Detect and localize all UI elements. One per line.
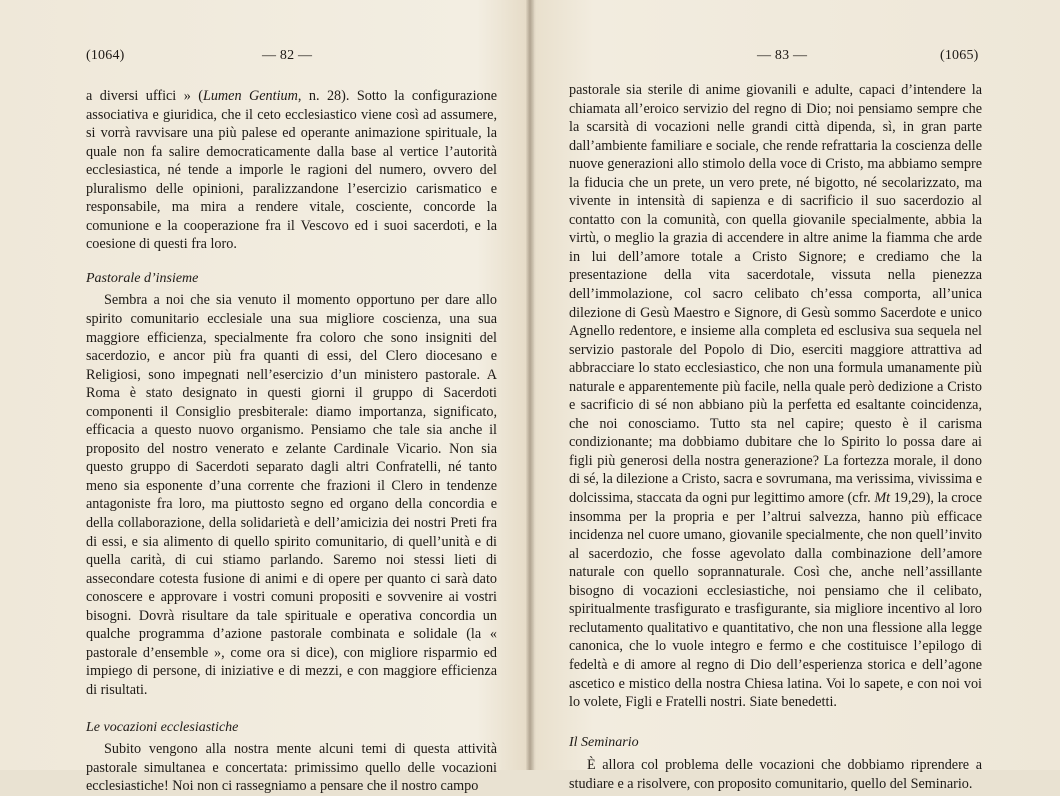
paragraph <box>86 87 497 254</box>
paragraph <box>569 81 982 712</box>
paragraph-text: , n. 28). Sotto la configurazione associativa e giuridica, che il ceto ecclesiastico viene così ad assumere, si vorrà ravvisare una più palese ed operante animazione spirituale, la quale non fa salire democraticamente dalla base al vertice l’autorità ecclesiastica, né tende a imporle le ragioni del numero, ovvero del pluralismo delle opinioni, paralizzandone l’esercizio carismatico e responsabile, ma mira a rendere vitale, cosciente, concorde la comunione e la cooperazione fra il Vescovo ed i suoi sacerdoti, e la coesione di questi fra loro. <box>86 88 497 253</box>
paragraph: Sembra a noi che sia venuto il momento opportuno per dare allo spirito comunitario ecclesiale una sua migliore coscienza, una sua maggiore efficienza, specialmente fra coloro che sono insigniti del sacerdozio, e ancor più fra quanti di essi, del Clero diocesano e Religiosi, sono impegnati nell’esercizio d’un ministero pastorale. A Roma è stato designato in questi giorni il gruppo di Sacerdoti componenti il Consiglio presbiterale: diamo importanza, significato, efficacia a questo nuovo organismo. Pensiamo che tale sia anche il proposito del nostro venerato e zelante Cardinale Vicario. Non sia questo gruppo di Sacerdoti separato dagli altri Confratelli, né tanto meno sia esponente d’una corrente che frazioni il Clero in tendenze antagoniste fra loro, ma piuttosto segno ed organo della concordia e della collaborazione, della solidarietà e dell’amicizia dei nostri Preti fra di essi, e sia alimento di quello spirito comunitario, di quell’unità e di quella carità, di cui stiamo parlando. Saremo noi stessi lieti di assecondare cotesta fusione di animi e di opere per quanto ci sarà dato conoscere e approvare i vostri comuni propositi e sovvenire ai vostri bisogni. Dovrà risultare da tale spirituale e operativa concordia un qualche programma d’azione pastorale combinata e solidale (la « pastorale d’ensemble », come ora si dice), con migliore risparmio ed impiego di persone, di iniziative e di mezzi, e con maggiore efficienza di risultati. <box>86 292 497 698</box>
left-page <box>0 0 527 795</box>
folio: — 82 — <box>262 48 313 63</box>
paragraph: È allora col problema delle vocazioni che dobbiamo riprendere a studiare e a risolvere, con proposito comunitario, quello del Seminario. <box>569 757 982 792</box>
citation: Lumen Gentium <box>202 88 298 104</box>
page-number: (1065) <box>940 48 979 63</box>
paragraph-text: pastorale sia sterile di anime giovanili e adulte, capaci d’intendere la chiamata all’eroico servizio del regno di Dio; noi pensiamo sempre che la scarsità di vocazioni nelle grandi città dipenda, sì, in gran parte dall’ambiente familiare e sociale, che rende refrattaria la coscienza delle nuove generazioni allo stimolo della voce di Cristo, ma abbiamo sempre la fiducia che un prete, un vero prete, né bigotto, né secolarizzato, ma vivente in intensità di sapienza e di sacrificio il suo sacerdozio al contatto con la comunità, con quella giovanile specialmente, abbia la virtù, o meglio la grazia di accendere in altre anime la fiamma che arde in lui dell’amore totale a Cristo Signore; e crediamo che la presentazione della vita sacerdotale, vissuta nella pienezza dell’immolazione, col sacro celibato ch’essa comporta, all’unica dilezione di Gesù Maestro e Signore, di Gesù sommo Sacerdote e unico Agnello redentore, e insieme alla completa ed esclusiva sua sequela nel servizio pastorale del Popolo di Dio, eserciti maggiore attrattiva ad abbracciare lo stato ecclesiastico, che non una formula umanamente più naturale e apparentemente più facile, nella quale però dedizione a Cristo e sacrificio di sé non abbiano più la perfetta ed esaltante coincidenza, che noi conosciamo. Tutto sta nel capire; questo è il carisma condizionante; ma dobbiamo dubitare che lo Spirito lo possa dare ai figli più generosi della nostra generazione? La fortezza morale, il dono di sé, la dilezione a Cristo, sacra e sovrumana, ma verissima, vivissima e dolcissima, staccata da ogni pur legittimo amore (cfr. <box>569 82 982 507</box>
paragraph: Subito vengono alla nostra mente alcuni temi di questa attività pastorale simultanea e concertata: primissimo quello delle vocazioni ecclesiastiche! Noi non ci rassegniamo a pensare che il nostro campo <box>86 741 497 795</box>
folio: — 83 — <box>757 48 808 63</box>
section-heading: Pastorale d’insieme <box>86 270 199 286</box>
citation: Mt <box>874 490 891 507</box>
right-page <box>533 0 1060 792</box>
right-text-body <box>569 81 982 793</box>
section-heading: Le vocazioni ecclesiastiche <box>86 719 239 735</box>
paragraph-text: 19,29), la croce insomma per la propria e per l’altrui salvezza, hanno più efficace incidenza nel cuore umano, giovanile specialmente, che non quell’invito al sacerdozio, che fosse agevolato dalla combinazione dell’amore naturale con quello soprannaturale. Così che, anche nell’assillante bisogno di vocazioni ecclesiastiche, noi pensiamo che il celibato, spiritualmente trasfigurato e trasfigurante, sia migliore incentivo al loro reclutamento qualitativo e quantitativo, che non una flessione alla legge canonica, che lo vuole integro e fermo e che costituisce l’epilogo di fedeltà e di amore al regno di Dio dell’esperienza storica e dell’agone ascetico e mistico della nostra Chiesa latina. Voi lo sapete, e con noi voi lo volete, Figli e Fratelli nostri. Siate benedetti. <box>569 490 982 711</box>
left-text-body <box>86 87 497 796</box>
section-heading: Il Seminario <box>569 734 639 750</box>
paragraph-text: a diversi uffici » ( <box>86 88 203 104</box>
page-number: (1064) <box>86 48 125 63</box>
